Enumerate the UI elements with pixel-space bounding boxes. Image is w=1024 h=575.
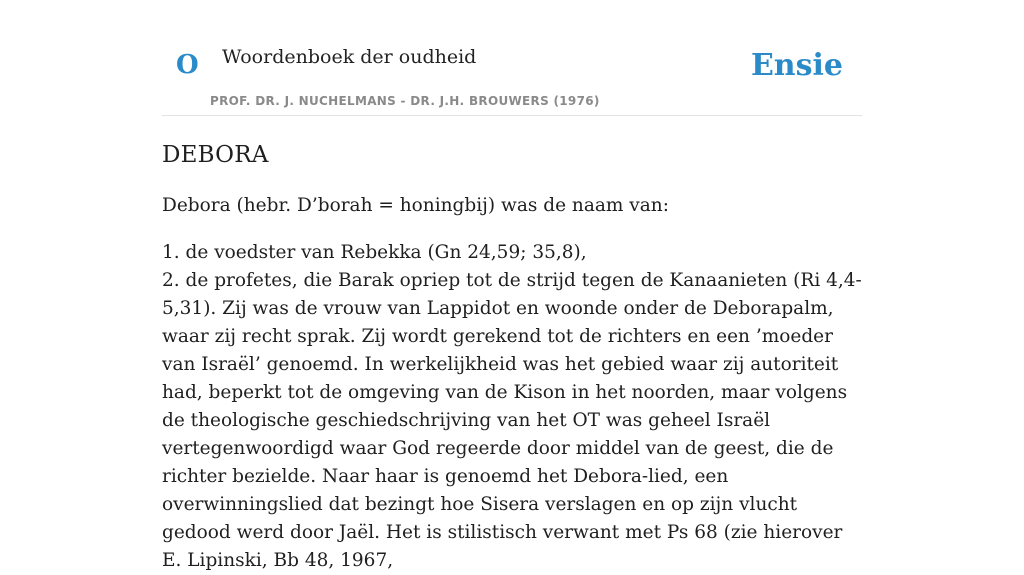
book-title-link[interactable]: Woordenboek der oudheid bbox=[222, 46, 477, 68]
entry-title: DEBORA bbox=[162, 142, 269, 168]
book-initial: O bbox=[176, 50, 199, 80]
list-item: 2. de profetes, die Barak opriep tot de strijd tegen de Kanaanieten (Ri 4,4-5,31). Zij was de vrouw van Lappidot en woonde onder de Deborapalm, waar zij recht sprak. Zij wordt gerekend tot de richters en een ’moeder van Israël’ genoemd. In werkelijkheid was het gebied waar zij autoriteit had, beperkt tot de omgeving van de Kison in het noorden, maar volgens de theologische geschiedschrijving van het OT was geheel Israël vertegenwoordigd waar God regeerde door middel van de geest, die de richter bezielde. Naar haar is genoemd het Debora-lied, een overwinningslied dat bezingt hoe Sisera verslagen en op zijn vlucht gedood werd door Jaël. Het is stilistisch verwant met Ps 68 (zie hierover E. Lipinski, Bb 48, 1967, bbox=[162, 269, 862, 571]
page bbox=[162, 0, 862, 575]
entry-list bbox=[162, 239, 862, 575]
entry-body bbox=[162, 192, 862, 575]
entry-intro: Debora (hebr. D’borah = honingbij) was de naam van: bbox=[162, 194, 669, 216]
site-logo[interactable]: Ensie bbox=[750, 48, 843, 83]
list-item: 1. de voedster van Rebekka (Gn 24,59; 35,8), bbox=[162, 241, 587, 263]
book-authors: PROF. DR. J. NUCHELMANS - DR. J.H. BROUWERS (1976) bbox=[210, 94, 600, 108]
book-header bbox=[162, 0, 862, 116]
